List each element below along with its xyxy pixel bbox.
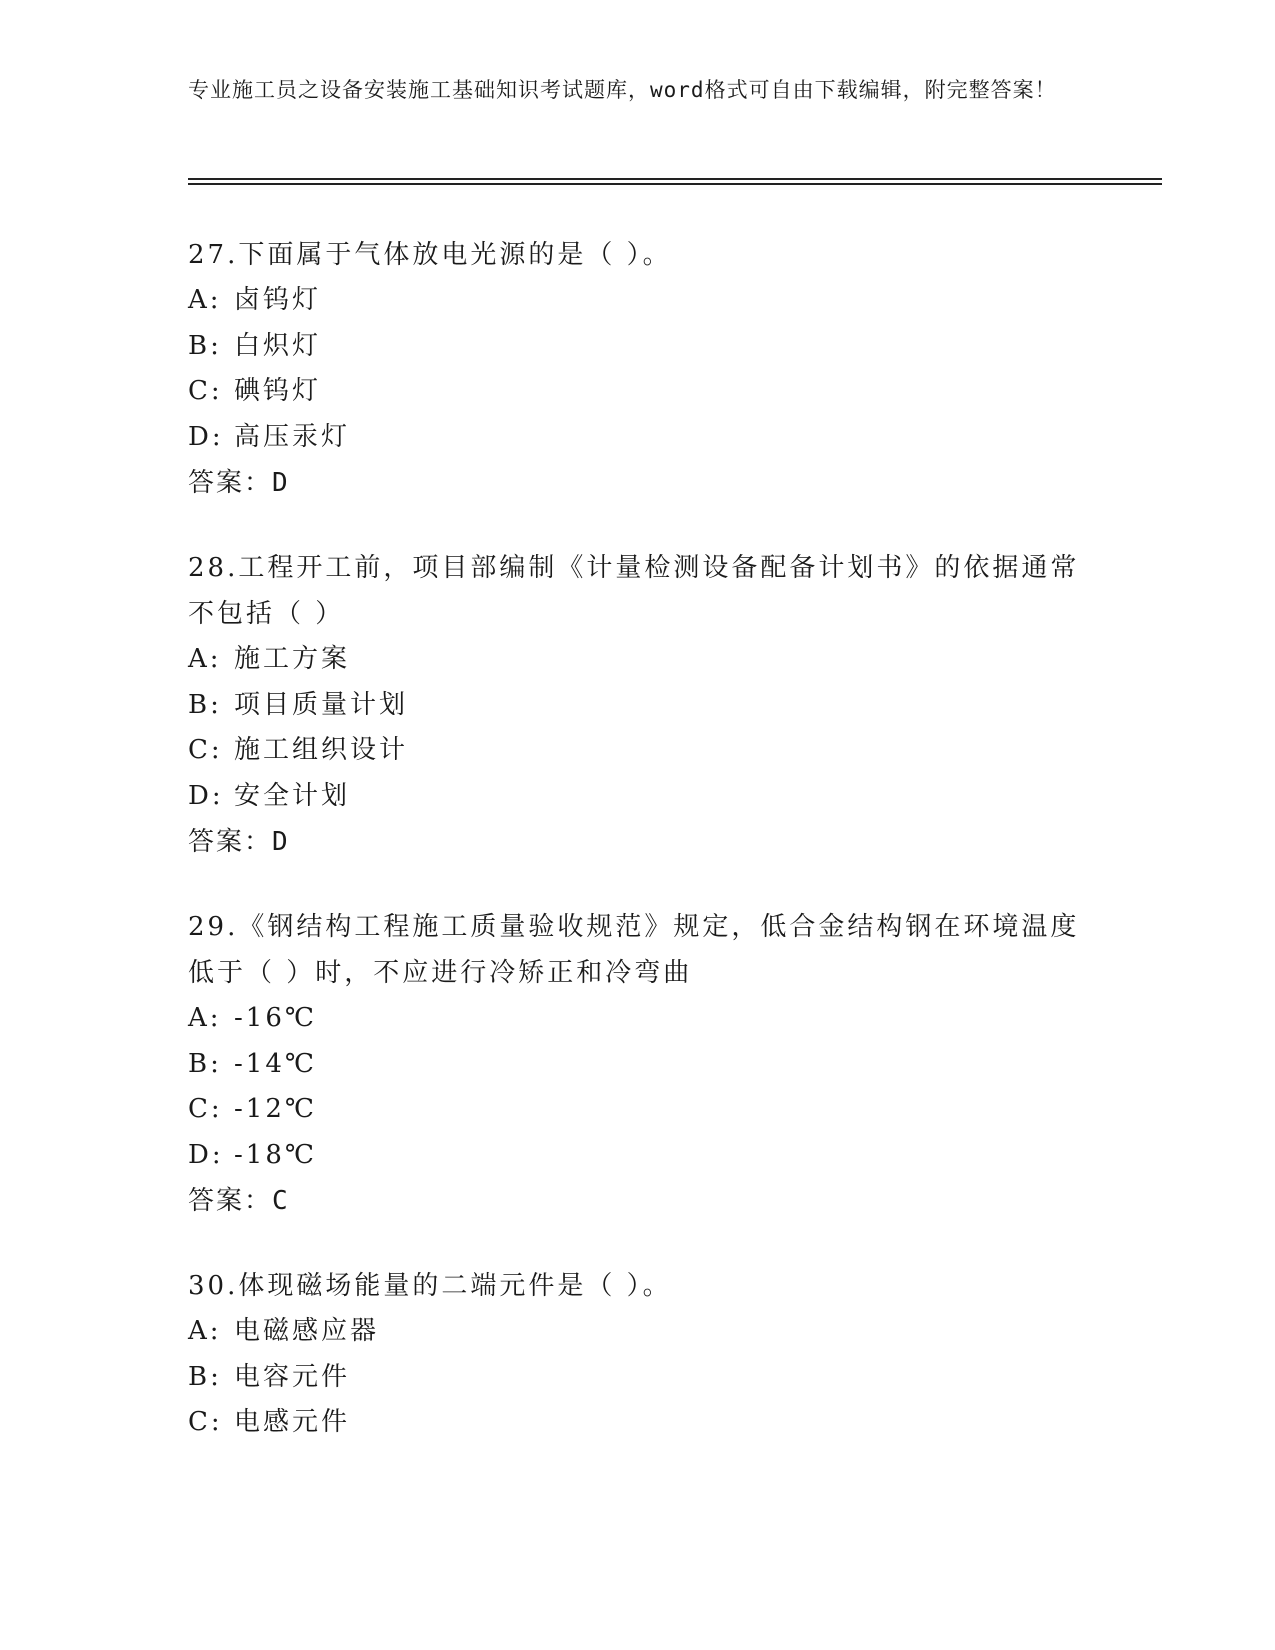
option-text: 项目质量计划 — [234, 689, 409, 720]
option-letter: C: — [188, 735, 223, 765]
question-29 — [188, 904, 1088, 1224]
option-text: 安全计划 — [234, 780, 351, 811]
option-letter: A: — [188, 285, 222, 315]
question-28 — [188, 545, 1088, 865]
option-letter: D: — [188, 780, 224, 811]
option-text: 碘钨灯 — [234, 376, 322, 406]
document-intro: 专业施工员之设备安装施工基础知识考试题库，word格式可自由下载编辑，附完整答案！ — [188, 78, 1057, 102]
option-text: 电磁感应器 — [234, 1316, 380, 1346]
option-d — [188, 1133, 1088, 1179]
option-b — [188, 1042, 1088, 1088]
option-a — [188, 637, 1088, 683]
option-letter: C: — [188, 376, 223, 406]
option-letter: B: — [188, 330, 222, 361]
option-text: -16℃ — [234, 1003, 317, 1033]
answer-line: 答案：C — [188, 1186, 290, 1216]
option-text: -14℃ — [234, 1048, 317, 1079]
option-letter: A: — [188, 644, 222, 674]
option-d — [188, 415, 1088, 461]
option-text: 施工方案 — [234, 644, 351, 674]
option-letter: A: — [188, 1003, 222, 1033]
option-text: -12℃ — [234, 1094, 317, 1124]
option-c — [188, 1400, 1088, 1446]
option-text: 电容元件 — [234, 1361, 351, 1392]
option-text: 高压汞灯 — [234, 421, 351, 452]
header-rule-top — [188, 178, 1162, 180]
option-letter: B: — [188, 1048, 222, 1079]
question-list — [188, 232, 1088, 1485]
option-letter: D: — [188, 421, 224, 452]
question-stem: 29.《钢结构工程施工质量验收规范》规定，低合金结构钢在环境温度低于（ ）时，不应进行冷矫正和冷弯曲 — [188, 912, 1080, 988]
option-text: 白炽灯 — [234, 330, 322, 361]
option-text: 电感元件 — [234, 1407, 351, 1437]
question-27 — [188, 232, 1088, 506]
option-text: 施工组织设计 — [234, 735, 409, 765]
option-text: -18℃ — [234, 1139, 317, 1170]
answer-line: 答案：D — [188, 827, 290, 857]
option-letter: C: — [188, 1407, 223, 1437]
header-rule-bottom — [188, 183, 1162, 185]
question-stem: 28.工程开工前，项目部编制《计量检测设备配备计划书》的依据通常不包括（ ） — [188, 553, 1080, 629]
option-letter: B: — [188, 1361, 222, 1392]
option-d — [188, 774, 1088, 820]
option-a — [188, 1309, 1088, 1355]
question-30 — [188, 1263, 1088, 1446]
option-b — [188, 324, 1088, 370]
option-a — [188, 996, 1088, 1042]
option-b — [188, 683, 1088, 729]
answer-line: 答案：D — [188, 468, 290, 498]
option-a — [188, 278, 1088, 324]
question-stem: 30.体现磁场能量的二端元件是（ ）。 — [188, 1271, 672, 1301]
option-c — [188, 1087, 1088, 1133]
option-text: 卤钨灯 — [234, 285, 322, 315]
option-letter: A: — [188, 1316, 222, 1346]
option-c — [188, 369, 1088, 415]
option-letter: D: — [188, 1139, 224, 1170]
option-c — [188, 728, 1088, 774]
option-b — [188, 1355, 1088, 1401]
option-letter: C: — [188, 1094, 223, 1124]
question-stem: 27.下面属于气体放电光源的是（ ）。 — [188, 240, 672, 270]
option-letter: B: — [188, 689, 222, 720]
